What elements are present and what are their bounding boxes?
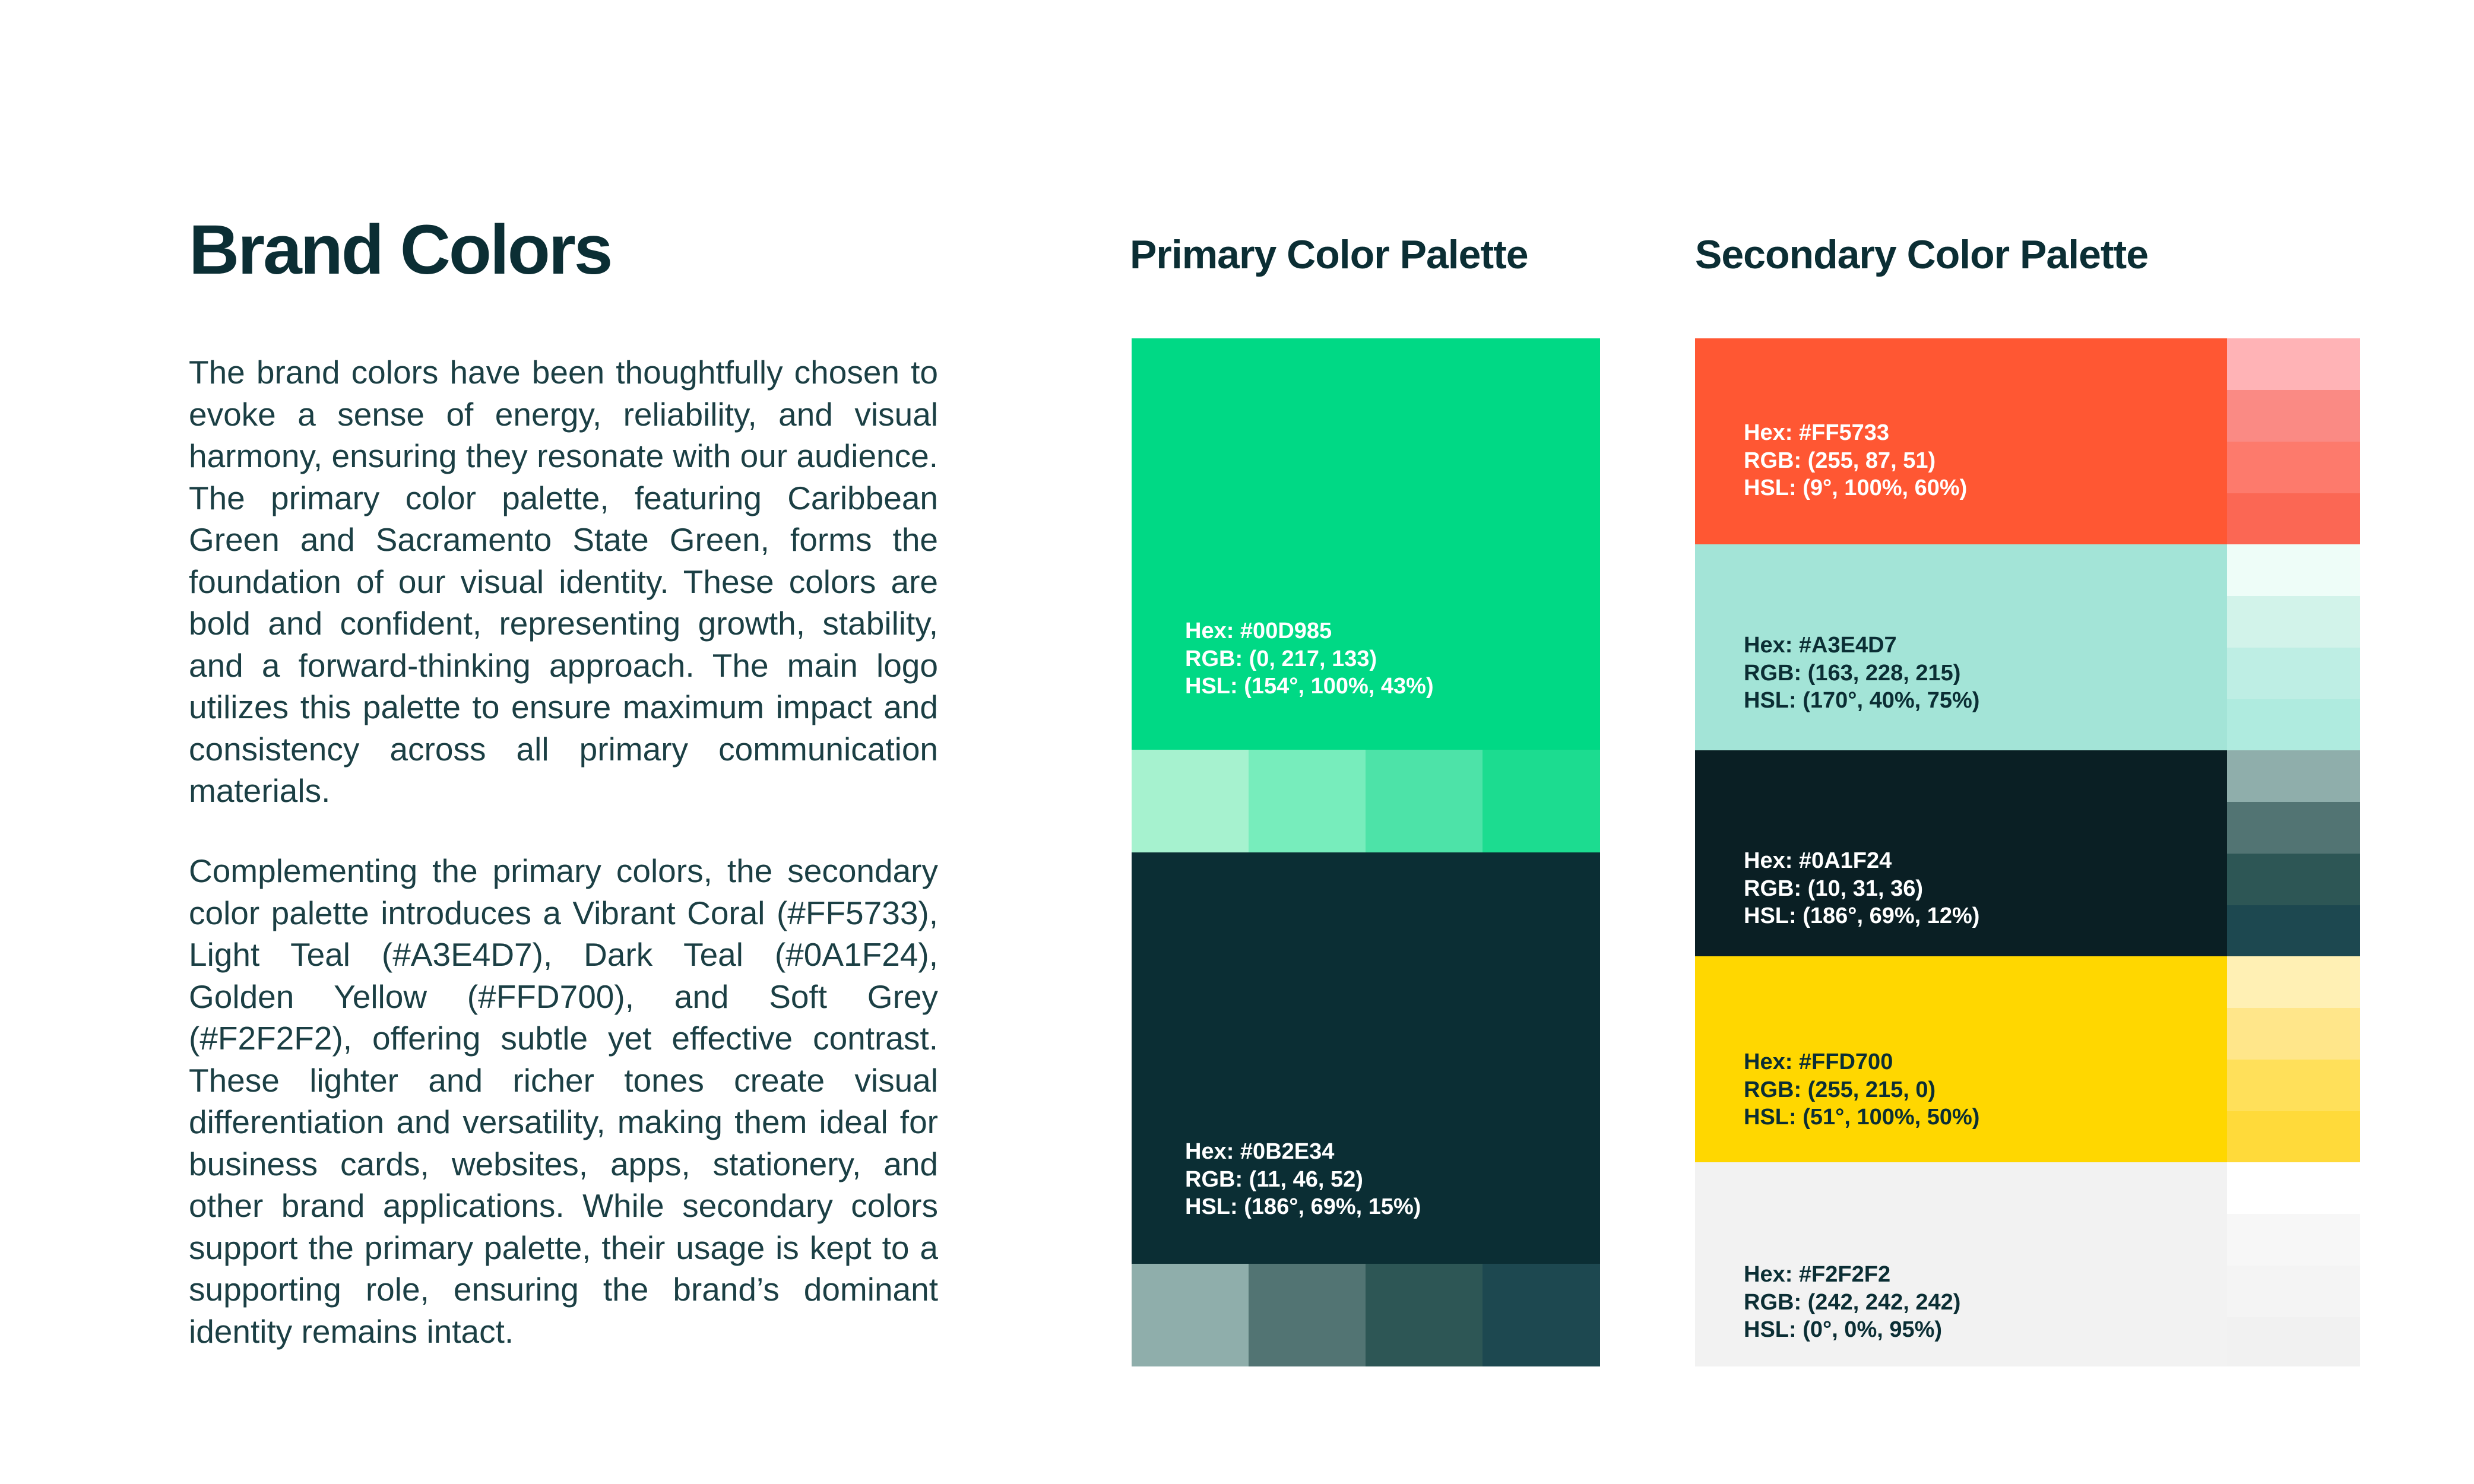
hsl-value: HSL: (170°, 40%, 75%) (1744, 688, 1980, 713)
swatch-info (1744, 632, 1979, 715)
secondary-tint (2227, 442, 2360, 493)
hsl-value: HSL: (186°, 69%, 12%) (1744, 903, 1980, 928)
secondary-tint (2227, 1162, 2360, 1214)
primary-tint (1483, 750, 1600, 852)
secondary-tint (2227, 854, 2360, 905)
swatch-info (1185, 617, 1434, 700)
secondary-swatch-golden-yellow (1695, 956, 2227, 1162)
primary-swatch-caribbean-green (1132, 338, 1600, 750)
swatch-info (1185, 1138, 1421, 1221)
secondary-tint (2227, 338, 2360, 390)
hex-value: Hex: #A3E4D7 (1744, 633, 1897, 658)
hex-value: Hex: #00D985 (1185, 619, 1332, 643)
rgb-value: RGB: (255, 215, 0) (1744, 1077, 1936, 1102)
primary-tint (1366, 750, 1483, 852)
secondary-tint (2227, 1111, 2360, 1163)
rgb-value: RGB: (163, 228, 215) (1744, 660, 1961, 686)
secondary-tint (2227, 1060, 2360, 1111)
secondary-swatch-dark-teal (1695, 750, 2227, 956)
primary-tint (1366, 1264, 1483, 1366)
primary-tint (1132, 1264, 1249, 1366)
rgb-value: RGB: (242, 242, 242) (1744, 1289, 1961, 1315)
rgb-value: RGB: (10, 31, 36) (1744, 876, 1923, 901)
rgb-value: RGB: (11, 46, 52) (1185, 1166, 1363, 1192)
hsl-value: HSL: (51°, 100%, 50%) (1744, 1105, 1980, 1130)
primary-tint (1249, 1264, 1366, 1366)
primary-tint (1483, 1264, 1600, 1366)
primary-swatch-sacramento-green (1132, 852, 1600, 1264)
primary-palette-heading: Primary Color Palette (1130, 232, 1528, 277)
primary-tint (1132, 750, 1249, 852)
secondary-swatch-soft-grey (1695, 1162, 2227, 1366)
secondary-palette-heading: Secondary Color Palette (1695, 232, 2149, 277)
primary-tint (1249, 750, 1366, 852)
secondary-tint (2227, 905, 2360, 957)
secondary-tint (2227, 750, 2360, 802)
secondary-swatch-light-teal (1695, 544, 2227, 750)
hex-value: Hex: #0B2E34 (1185, 1139, 1335, 1164)
hex-value: Hex: #0A1F24 (1744, 848, 1892, 873)
rgb-value: RGB: (255, 87, 51) (1744, 448, 1936, 473)
secondary-tint (2227, 1214, 2360, 1266)
hsl-value: HSL: (186°, 69%, 15%) (1185, 1194, 1421, 1219)
secondary-tint (2227, 1008, 2360, 1060)
hex-value: Hex: #FF5733 (1744, 420, 1890, 445)
secondary-description-paragraph: Complementing the primary colors, the secondary color palette introduces a Vibrant Coral (#FF5733), Light Teal (#A3E4D7), Dark Teal (#0A1F24), Golden Yellow (#FFD700), and Soft Grey (#F2F2F2), offering subtle yet effective contrast. These lighter and richer tones create visual differentiation and versatility, making them ideal for business cards, websites, apps, stationery, and other brand applications. While secondary colors support the primary palette, their usage is kept to a supporting role, ensuring the brand’s dominant identity remains intact. (189, 852, 938, 1350)
secondary-tint (2227, 390, 2360, 442)
hex-value: Hex: #FFD700 (1744, 1049, 1893, 1074)
secondary-swatch-vibrant-coral (1695, 338, 2227, 544)
secondary-tint (2227, 699, 2360, 751)
secondary-tint (2227, 648, 2360, 699)
swatch-info (1744, 1261, 1960, 1344)
secondary-tint (2227, 596, 2360, 648)
hsl-value: HSL: (154°, 100%, 43%) (1185, 674, 1434, 699)
intro-paragraph: The brand colors have been thoughtfully chosen to evoke a sense of energy, reliability, and visual harmony, ensuring they resonate with our audience. The primary color palette, featuring Caribbean Green and Sacramento State Green, forms the foundation of our visual identity. These colors are bold and confident, representing growth, stability, and a forward-thinking approach. The main logo utilizes this palette to ensure maximum impact and consistency across all primary communication materials. (189, 354, 938, 809)
secondary-tint (2227, 544, 2360, 596)
rgb-value: RGB: (0, 217, 133) (1185, 646, 1377, 671)
secondary-tint (2227, 1266, 2360, 1317)
secondary-tint (2227, 493, 2360, 545)
swatch-info (1744, 419, 1967, 502)
secondary-tint (2227, 956, 2360, 1008)
page-title: Brand Colors (189, 211, 612, 289)
hex-value: Hex: #F2F2F2 (1744, 1262, 1891, 1287)
hsl-value: HSL: (9°, 100%, 60%) (1744, 475, 1968, 500)
secondary-tint (2227, 1317, 2360, 1366)
secondary-tint (2227, 802, 2360, 854)
hsl-value: HSL: (0°, 0%, 95%) (1744, 1317, 1943, 1342)
swatch-info (1744, 1048, 1979, 1131)
swatch-info (1744, 847, 1979, 930)
